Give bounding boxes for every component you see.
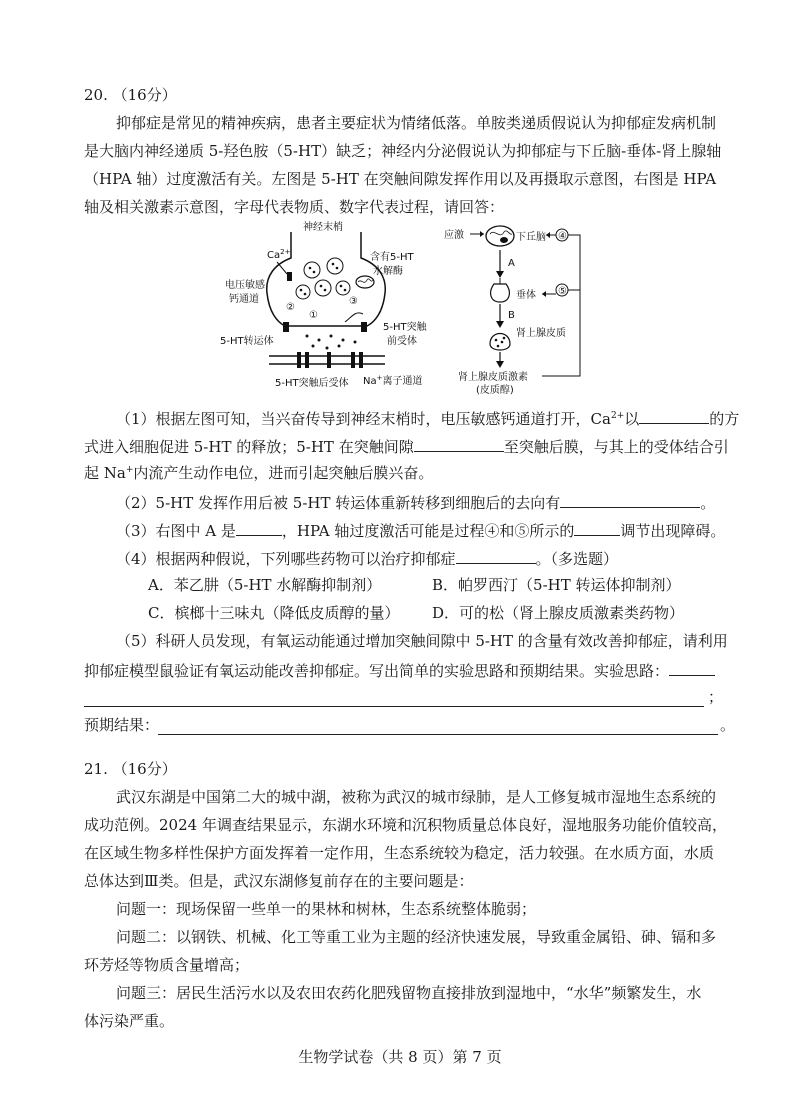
answer-line-expected[interactable] <box>158 718 718 735</box>
q20-sub1-line-2: 式进入细胞促进 5-HT 的释放；5-HT 在突触间隙 至突触后膜，与其上的受体结合引 <box>84 435 729 457</box>
q20-sub2: （2）5-HT 发挥作用后被 5-HT 转运体重新转移到细胞后的去向有 。 <box>116 491 715 513</box>
answer-blank-3b[interactable] <box>574 519 620 536</box>
brain-icon <box>486 226 514 246</box>
hormone-label-2: (皮质醇) <box>476 385 514 396</box>
problem-3-line-2: 体污染严重。 <box>84 1012 175 1030</box>
expected-end: 。 <box>720 716 736 734</box>
answer-blank-3a[interactable] <box>236 519 282 536</box>
question-21-header: 21. （16分） <box>84 760 177 778</box>
option-b[interactable]: B．帕罗西汀（5-HT 转运体抑制剂） <box>432 576 681 594</box>
answer-line-experiment[interactable] <box>84 690 704 707</box>
substance-b-label: B <box>508 310 515 321</box>
process-2-marker: ② <box>286 302 295 313</box>
answer-blank-2[interactable] <box>560 491 700 508</box>
postsynaptic-receptors <box>297 352 363 368</box>
adrenal-label: 肾上腺皮质 <box>516 328 566 339</box>
pituitary-icon <box>491 284 510 302</box>
q20-intro-line-1: 抑郁症是常见的精神疾病，患者主要症状为情绪低落。单胺类递质假说认为抑郁症发病机制 <box>116 114 717 132</box>
calcium-ion-label: $Ca^{2+}$ <box>267 248 291 261</box>
semicolon: ； <box>708 688 724 706</box>
problem-3-line-1: 问题三：居民生活污水以及农田农药化肥残留物直接排放到湿地中，“水华”频繁发生，水 <box>116 984 702 1002</box>
postsyn-receptor-label: 5-HT突触后受体 <box>275 378 349 389</box>
transporter-shape <box>283 322 289 332</box>
page-footer: 生物学试卷（共 8 页）第 7 页 <box>298 1048 502 1066</box>
option-c[interactable]: C．槟榔十三味丸（降低皮质醇的量） <box>148 604 400 622</box>
option-d[interactable]: D．可的松（肾上腺皮质激素类药物） <box>432 604 685 622</box>
process-1-marker: ① <box>309 310 318 321</box>
presyn-receptor-label-1: 5-HT突触 <box>383 322 427 333</box>
transporter-label: 5-HT转运体 <box>220 336 274 347</box>
presyn-receptor-label-2: 前受体 <box>387 336 417 347</box>
problem-2-line-2: 环芳烃等物质含量增高； <box>84 956 250 974</box>
presynaptic-receptor-shape <box>361 322 367 332</box>
hydrolase-label-2: 水解酶 <box>373 266 403 277</box>
q20-sub1-line-1: （1）根据左图可知，当兴奋传导到神经末梢时，电压敏感钙通道打开，$Ca^{2+}$以 的方 <box>116 407 739 429</box>
adrenal-icon <box>490 334 510 351</box>
hpa-axis-diagram <box>440 218 600 396</box>
answer-blank-4[interactable] <box>456 547 536 564</box>
q20-intro-line-2: 是大脑内神经递质 5-羟色胺（5-HT）缺乏；神经内分泌假说认为抑郁症与下丘脑-垂体-肾上腺轴 <box>84 142 722 160</box>
q20-sub5-line-2: 抑郁症模型鼠验证有氧运动能改善抑郁症。写出简单的实验思路和预期结果。实验思路： <box>84 659 715 681</box>
answer-blank-5a[interactable] <box>669 659 715 676</box>
process-3-marker: ③ <box>349 296 358 307</box>
q20-intro-line-3: （HPA 轴）过度激活有关。左图是 5-HT 在突触间隙发挥作用以及再摄取示意图，右图是 HPA <box>84 170 717 188</box>
answer-blank-1b[interactable] <box>414 435 504 452</box>
pituitary-label: 垂体 <box>516 290 536 301</box>
released-5ht <box>306 335 357 350</box>
question-20-header: 20. （16分） <box>84 86 177 104</box>
vgcc-label-2: 钙通道 <box>229 294 259 305</box>
vgcc-label-1: 电压敏感 <box>225 280 265 291</box>
problem-1: 问题一：现场保留一些单一的果林和树林，生态系统整体脆弱； <box>116 900 537 918</box>
process-5-marker: ⑤ <box>558 286 567 297</box>
hydrolase-label-1: 含有5-HT <box>370 252 414 263</box>
q21-para-line-1: 武汉东湖是中国第二大的城中湖，被称为武汉的城市绿肺，是人工修复城市湿地生态系统的 <box>116 788 717 806</box>
substance-a-label: A <box>508 258 515 269</box>
option-a[interactable]: A．苯乙肼（5-HT 水解酶抑制剂） <box>148 576 382 594</box>
q21-para-line-4: 总体达到Ⅲ类。但是，武汉东湖修复前存在的主要问题是： <box>84 872 474 890</box>
q20-sub4-stem: （4）根据两种假说，下列哪些药物可以治疗抑郁症 。（多选题） <box>116 547 618 569</box>
hormone-label-1: 肾上腺皮质激素 <box>458 372 528 383</box>
q20-sub3: （3）右图中 A 是 ，HPA 轴过度激活可能是过程④和⑤所示的 调节出现障碍。 <box>116 519 725 541</box>
q20-sub1-line-3: 起 Na+内流产生动作电位，进而引起突触后膜兴奋。 <box>84 464 434 482</box>
answer-blank-1a[interactable] <box>639 407 709 424</box>
problem-2-line-1: 问题二：以钢铁、机械、化工等重工业为主题的经济快速发展，导致重金属铅、砷、镉和多 <box>116 928 717 946</box>
q21-para-line-2: 成功范例。2024 年调查结果显示，东湖水环境和沉积物质量总体良好，湿地服务功能价值较高， <box>84 816 727 834</box>
hypothalamus-label: 下丘脑 <box>516 232 546 243</box>
expected-result-label: 预期结果： <box>84 716 160 734</box>
q21-para-line-3: 在区域生物多样性保护方面发挥着一定作用，生态系统较为稳定，活力较强。在水质方面，水质 <box>84 844 715 862</box>
stress-label: 应激 <box>444 230 464 241</box>
q20-intro-line-4: 轴及相关激素示意图，字母代表物质、数字代表过程，请回答： <box>84 198 505 216</box>
nerve-ending-label: 神经末梢 <box>303 222 343 233</box>
synaptic-vesicles <box>296 258 350 299</box>
process-4-marker: ④ <box>558 231 567 242</box>
na-channel-label: Na+离子通道 <box>363 374 423 387</box>
synapse-diagram <box>215 218 440 393</box>
q20-sub5-line-1: （5）科研人员发现，有氧运动能通过增加突触间隙中 5-HT 的含量有效改善抑郁症，请利用 <box>116 632 728 650</box>
